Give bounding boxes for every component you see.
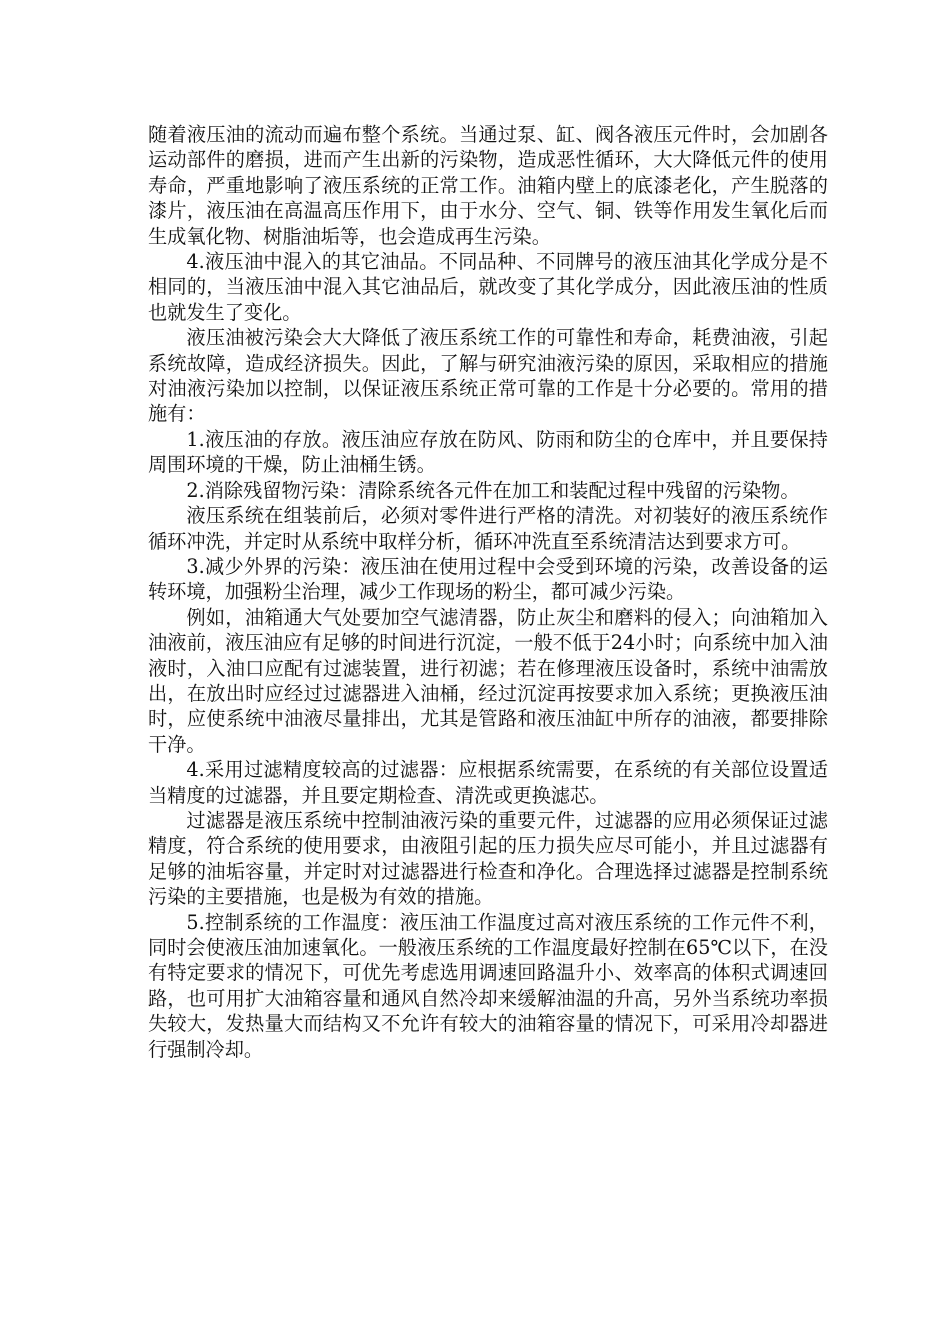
paragraph-filter-details: 过滤器是液压系统中控制油液污染的重要元件，过滤器的应用必须保证过滤精度，符合系统的使用要求，由液阻引起的压力损失应尽可能小，并且过滤器有足够的油垢容量，并定时对过滤器进行检查和净化。合理选择过滤器是控制系统污染的主要措施，也是极为有效的措施。 xyxy=(148,808,828,909)
paragraph-measure-2-residue: 2.消除残留物污染：清除系统各元件在加工和装配过程中残留的污染物。 xyxy=(186,478,800,502)
paragraph-measure-1-storage: 1.液压油的存放。液压油应存放在防风、防雨和防尘的仓库中，并且要保持周围环境的干燥，防止油桶生锈。 xyxy=(148,427,828,477)
paragraph-measure-3-external: 3.减少外界的污染：液压油在使用过程中会受到环境的污染，改善设备的运转环境，加强粉尘治理，减少工作现场的粉尘，都可减少污染。 xyxy=(148,554,828,604)
paragraph-assembly-cleaning: 液压系统在组装前后，必须对零件进行严格的清洗。对初装好的液压系统作循环冲洗，并定时从系统中取样分析，循环冲洗直至系统清洁达到要求方可。 xyxy=(148,504,828,553)
paragraph-example-tank: 例如，油箱通大气处要加空气滤清器，防止灰尘和磨料的侵入；向油箱加入油液前，液压油应有足够的时间进行沉淀，一般不低于24小时；向系统中加入油液时，入油口应配有过滤装置，进行初滤；若在修理液压设备时，系统中油需放出，在放出时应经过过滤器进入油桶，经过沉淀再按要求加入系统；更换液压油时，应使系统中油液尽量排出，尤其是管路和液压油缸中所存的油液，都要排除干净。 xyxy=(148,605,828,756)
paragraph-continuation: 随着液压油的流动而遍布整个系统。当通过泵、缸、阀各液压元件时，会加剧各运动部件的磨损，进而产生出新的污染物，造成恶性循环，大大降低元件的使用寿命，严重地影响了液压系统的正常工作。油箱内壁上的底漆老化，产生脱落的漆片，液压油在高温高压作用下，由于水分、空气、铜、铁等作用发生氧化后而生成氧化物、树脂油垢等，也会造成再生污染。 xyxy=(148,123,828,248)
paragraph-cause-4-mixed-oils: 4.液压油中混入的其它油品。不同品种、不同牌号的液压油其化学成分是不相同的，当液压油中混入其它油品后，就改变了其化学成分，因此液压油的性质也就发生了变化。 xyxy=(148,250,828,324)
paragraph-contamination-impact: 液压油被污染会大大降低了液压系统工作的可靠性和寿命，耗费油液，引起系统故障，造成经济损失。因此，了解与研究油液污染的原因，采取相应的措施对油液污染加以控制，以保证液压系统正常可靠的工作是十分必要的。常用的措施有： xyxy=(148,326,828,426)
document-body xyxy=(148,122,828,1062)
paragraph-measure-4-filter: 4.采用过滤精度较高的过滤器：应根据系统需要，在系统的有关部位设置适当精度的过滤器，并且要定期检查、清洗或更换滤芯。 xyxy=(148,758,828,807)
paragraph-measure-5-temperature: 5.控制系统的工作温度：液压油工作温度过高对液压系统的工作元件不利，同时会使液压油加速氧化。一般液压系统的工作温度最好控制在65℃以下，在没有特定要求的情况下，可优先考虑选用调速回路温升小、效率高的体积式调速回路，也可用扩大油箱容量和通风自然冷却来缓解油温的升高，另外当系统功率损失较大，发热量大而结构又不允许有较大的油箱容量的情况下，可采用冷却器进行强制冷却。 xyxy=(148,910,828,1061)
